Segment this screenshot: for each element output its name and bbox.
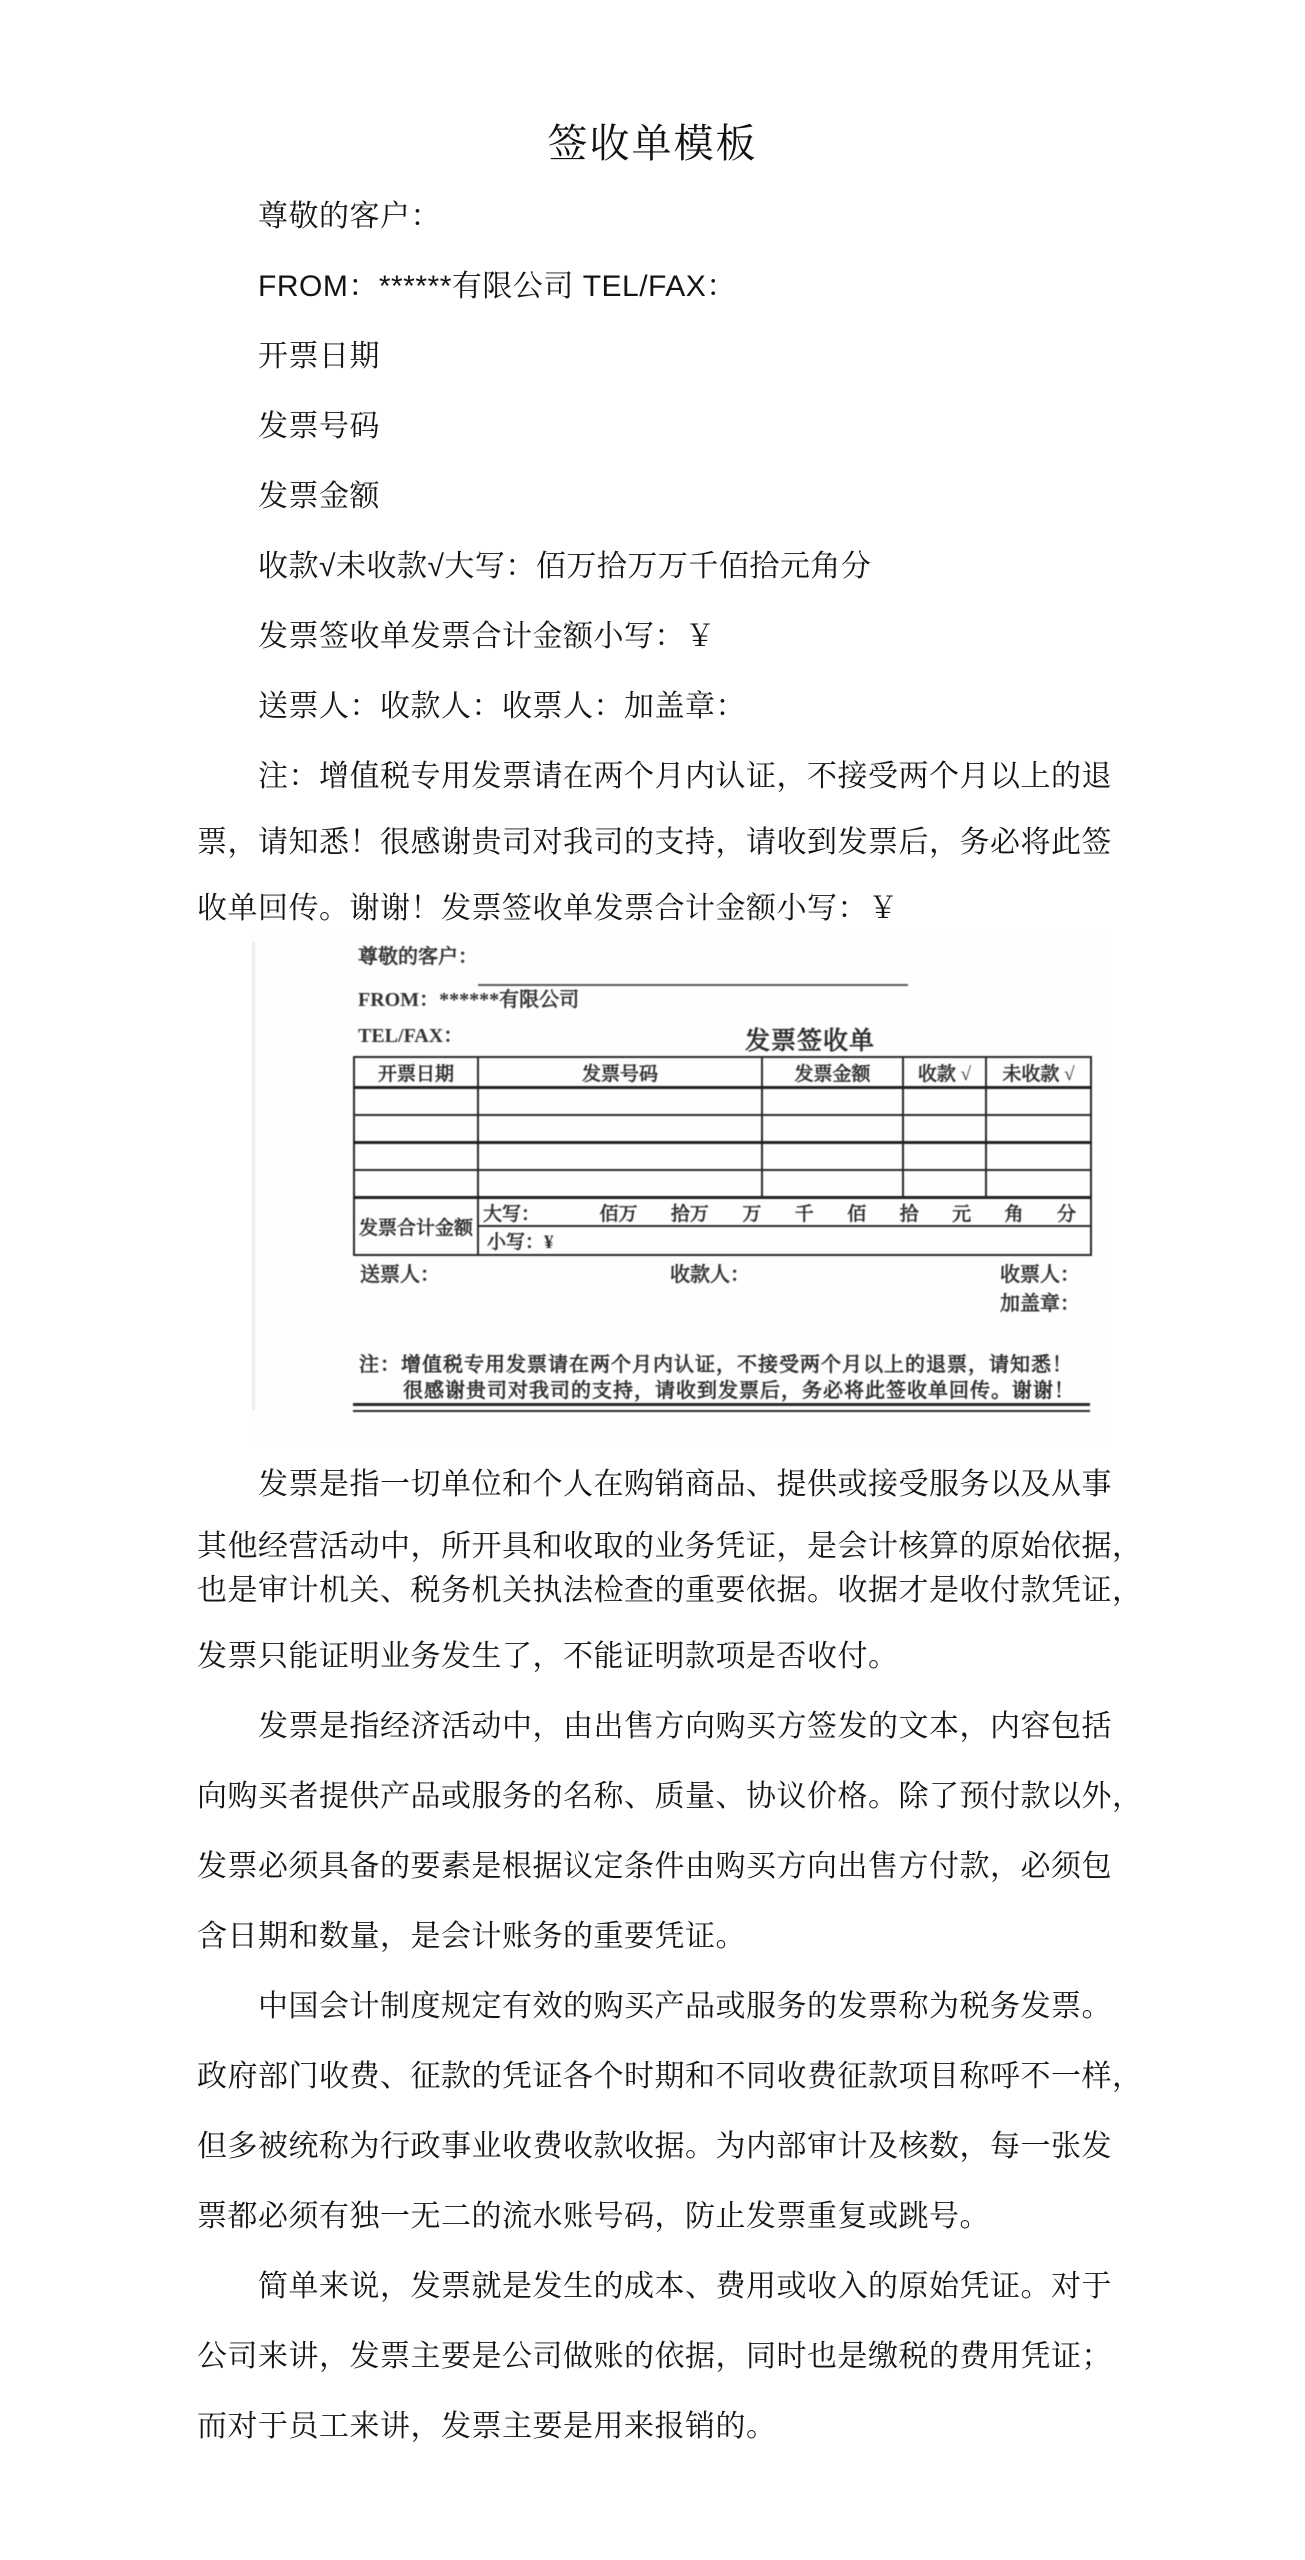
- form-receiver-label: 收票人：: [1000, 1264, 1080, 1286]
- form-customer-label: 尊敬的客户：: [358, 946, 478, 968]
- caps-label: 大写：: [483, 1203, 541, 1225]
- text-line: 尊敬的客户：: [258, 200, 441, 233]
- form-deliverer-label: 送票人：: [360, 1264, 440, 1286]
- customer-fill-line: [478, 984, 908, 986]
- caps-unit: 万: [742, 1203, 762, 1225]
- body-line: 也是审计机关、税务机关执法检查的重要依据。收据才是收付款凭证，: [197, 1574, 1143, 1607]
- table-row: [354, 1088, 1091, 1116]
- form-telfax-label: TEL/FAX：: [358, 1025, 464, 1047]
- text-line: FROM：******有限公司 TEL/FAX：: [258, 270, 737, 303]
- text-line: 发票金额: [258, 480, 380, 513]
- form-note-line: 很感谢贵司对我司的支持，请收到发票后，务必将此签收单回传。谢谢！: [403, 1380, 1075, 1402]
- text-line: 票，请知悉！很感谢贵司对我司的支持，请收到发票后，务必将此签: [197, 826, 1112, 859]
- table-header-row: [354, 1057, 1091, 1088]
- caps-unit: 角: [1004, 1203, 1024, 1225]
- table-row: [354, 1170, 1091, 1198]
- text-line: 发票号码: [258, 410, 380, 443]
- body-line: 公司来讲，发票主要是公司做账的依据，同时也是缴税的费用凭证；: [197, 2340, 1112, 2373]
- text-line: 收单回传。谢谢！发票签收单发票合计金额小写：￥: [197, 892, 899, 925]
- form-title: 发票签收单: [745, 1028, 876, 1055]
- body-line: 中国会计制度规定有效的购买产品或服务的发票称为税务发票。: [258, 1990, 1112, 2023]
- caps-unit: 拾万: [670, 1203, 709, 1225]
- form-payee-label: 收款人：: [670, 1264, 750, 1286]
- caps-unit: 佰万: [599, 1203, 638, 1225]
- caps-unit: 千: [794, 1203, 814, 1225]
- table-row: [354, 1115, 1091, 1143]
- amount-small-label: 小写：¥: [478, 1226, 1091, 1255]
- table-row: [354, 1143, 1091, 1171]
- caps-unit: 佰: [847, 1203, 867, 1225]
- col-header-invoice-amount: 发票金额: [762, 1057, 903, 1088]
- body-line: 简单来说，发票就是发生的成本、费用或收入的原始凭证。对于: [258, 2270, 1112, 2303]
- caps-unit: 分: [1056, 1203, 1076, 1225]
- caps-unit: 元: [952, 1203, 972, 1225]
- body-line: 发票是指经济活动中，由出售方向购买方签发的文本，内容包括: [258, 1710, 1112, 1743]
- col-header-invoice-number: 发票号码: [478, 1057, 762, 1088]
- double-underline: [353, 1403, 1090, 1412]
- form-seal-label: 加盖章：: [1000, 1293, 1080, 1315]
- invoice-receipt-form-image: [252, 932, 1112, 1444]
- body-line: 发票必须具备的要素是根据议定条件由购买方向出售方付款，必须包: [197, 1850, 1112, 1883]
- text-line: 发票签收单发票合计金额小写：￥: [258, 620, 716, 653]
- text-line: 送票人：收款人：收票人：加盖章：: [258, 690, 746, 723]
- text-line: 注：增值税专用发票请在两个月内认证，不接受两个月以上的退: [258, 760, 1112, 793]
- caps-unit: 拾: [899, 1203, 919, 1225]
- col-header-not-received: 未收款 √: [986, 1057, 1091, 1088]
- body-line: 政府部门收费、征款的凭证各个时期和不同收费征款项目称呼不一样，: [197, 2060, 1143, 2093]
- form-note-line: 注：增值税专用发票请在两个月内认证，不接受两个月以上的退票，请知悉！: [359, 1354, 1073, 1376]
- total-amount-label: 发票合计金额: [354, 1198, 478, 1256]
- amount-caps-row: [354, 1198, 1091, 1227]
- text-line: 收款√未收款√大写：佰万拾万万千佰拾元角分: [258, 550, 872, 583]
- body-line: 其他经营活动中，所开具和收取的业务凭证，是会计核算的原始依据，: [197, 1530, 1143, 1563]
- text-line: 开票日期: [258, 340, 380, 373]
- invoice-receipt-table: [353, 1056, 1092, 1256]
- col-header-invoice-date: 开票日期: [354, 1057, 478, 1088]
- form-from-line: FROM：******有限公司: [358, 989, 580, 1011]
- scan-edge-line: [252, 942, 255, 1410]
- col-header-received: 收款 √: [903, 1057, 986, 1088]
- body-line: 但多被统称为行政事业收费收款收据。为内部审计及核数，每一张发: [197, 2130, 1112, 2163]
- page-title: 签收单模板: [547, 122, 758, 166]
- body-line: 向购买者提供产品或服务的名称、质量、协议价格。除了预付款以外，: [197, 1780, 1143, 1813]
- body-line: 发票只能证明业务发生了，不能证明款项是否收付。: [197, 1640, 899, 1673]
- body-line: 而对于员工来讲，发票主要是用来报销的。: [197, 2410, 777, 2443]
- body-line: 发票是指一切单位和个人在购销商品、提供或接受服务以及从事: [258, 1468, 1112, 1501]
- body-line: 含日期和数量，是会计账务的重要凭证。: [197, 1920, 746, 1953]
- amount-caps-units: [479, 1199, 1090, 1225]
- body-line: 票都必须有独一无二的流水账号码，防止发票重复或跳号。: [197, 2200, 990, 2233]
